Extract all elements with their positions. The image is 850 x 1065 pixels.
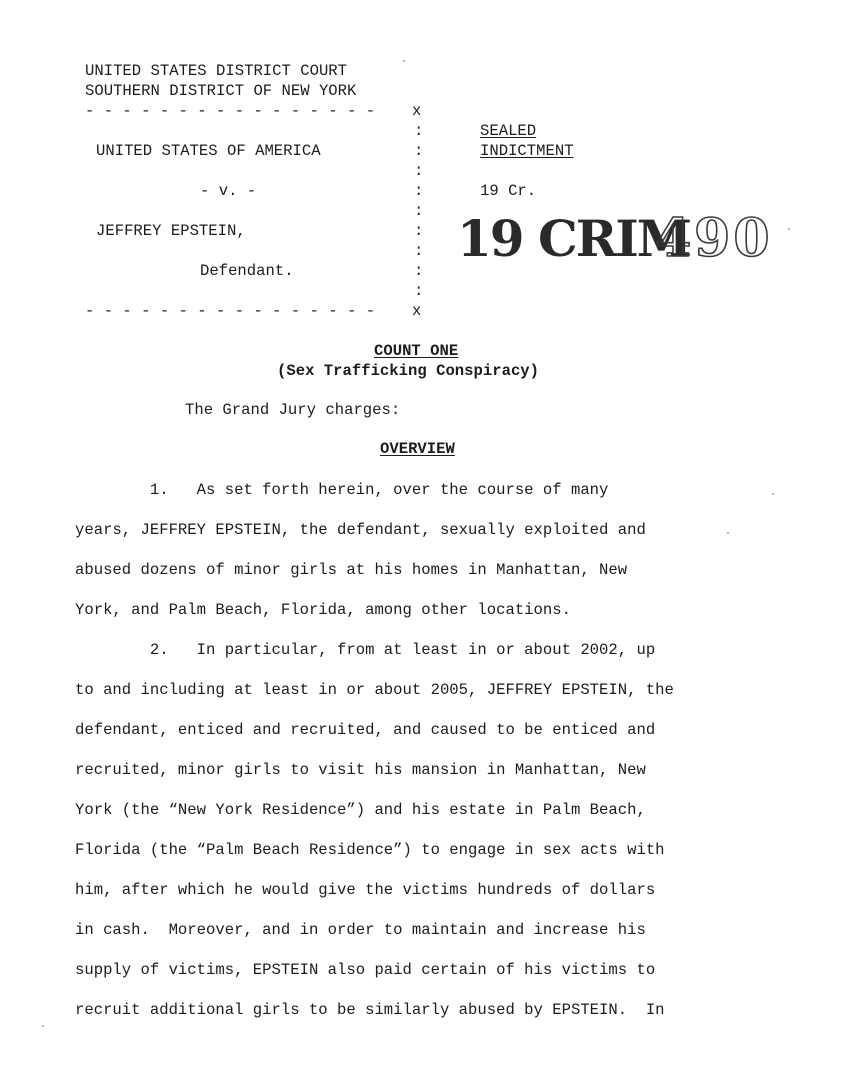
docket-stamp-text: 19 CRIM — [457, 209, 691, 268]
body-line: 1. As set forth herein, over the course of many — [75, 481, 609, 499]
body-line: York (the “New York Residence”) and his estate in Palm Beach, — [75, 801, 646, 819]
count-title: COUNT ONE — [374, 342, 459, 360]
body-line: abused dozens of minor girls at his homes in Manhattan, New — [75, 561, 628, 579]
caption-colon: : — [414, 162, 424, 180]
body-line: to and including at least in or about 2005, JEFFREY EPSTEIN, the — [75, 681, 674, 699]
body-line: York, and Palm Beach, Florida, among other locations. — [75, 601, 571, 619]
caption-colon: : — [414, 222, 424, 240]
caption-colon: : — [414, 122, 424, 140]
caption-colon: : — [414, 282, 424, 300]
docket-prefix: 19 Cr. — [480, 182, 537, 200]
court-name: UNITED STATES DISTRICT COURT — [85, 62, 348, 80]
docket-stamp-number: 490 — [655, 208, 773, 269]
caption-colon: : — [414, 262, 424, 280]
court-district: SOUTHERN DISTRICT OF NEW YORK — [85, 82, 357, 100]
scan-speck — [403, 60, 405, 62]
grand-jury-intro: The Grand Jury charges: — [185, 401, 401, 419]
body-line: recruited, minor girls to visit his mansion in Manhattan, New — [75, 761, 646, 779]
body-line: 2. In particular, from at least in or about 2002, up — [75, 641, 656, 659]
sealed-label: SEALED — [480, 122, 537, 140]
caption-colon: : — [414, 202, 424, 220]
body-line: recruit additional girls to be similarly abused by EPSTEIN. In — [75, 1001, 665, 1019]
defendant-label: Defendant. — [200, 262, 294, 280]
body-line: Florida (the “Palm Beach Residence”) to engage in sex acts with — [75, 841, 665, 859]
scan-speck — [727, 532, 729, 534]
caption-top-dash-line: - - - - - - - - - - - - - - - - — [85, 102, 376, 120]
versus-label: - v. - — [200, 182, 257, 200]
caption-bottom-dash-line: - - - - - - - - - - - - - - - - — [85, 302, 376, 320]
body-line: defendant, enticed and recruited, and caused to be enticed and — [75, 721, 656, 739]
caption-colon: : — [414, 242, 424, 260]
caption-bottom-x: x — [412, 302, 422, 320]
body-line: years, JEFFREY EPSTEIN, the defendant, sexually exploited and — [75, 521, 646, 539]
defendant-name: JEFFREY EPSTEIN, — [96, 222, 246, 240]
body-line: in cash. Moreover, and in order to maintain and increase his — [75, 921, 646, 939]
scan-speck — [42, 1025, 44, 1027]
count-subtitle: (Sex Trafficking Conspiracy) — [277, 362, 540, 380]
caption-colon: : — [414, 142, 424, 160]
section-heading: OVERVIEW — [380, 440, 455, 458]
body-line: supply of victims, EPSTEIN also paid certain of his victims to — [75, 961, 656, 979]
plaintiff-name: UNITED STATES OF AMERICA — [96, 142, 321, 160]
indictment-label: INDICTMENT — [480, 142, 574, 160]
caption-top-x: x — [412, 102, 422, 120]
scan-speck — [788, 228, 790, 230]
scan-speck — [772, 493, 774, 495]
caption-colon: : — [414, 182, 424, 200]
body-line: him, after which he would give the victims hundreds of dollars — [75, 881, 656, 899]
